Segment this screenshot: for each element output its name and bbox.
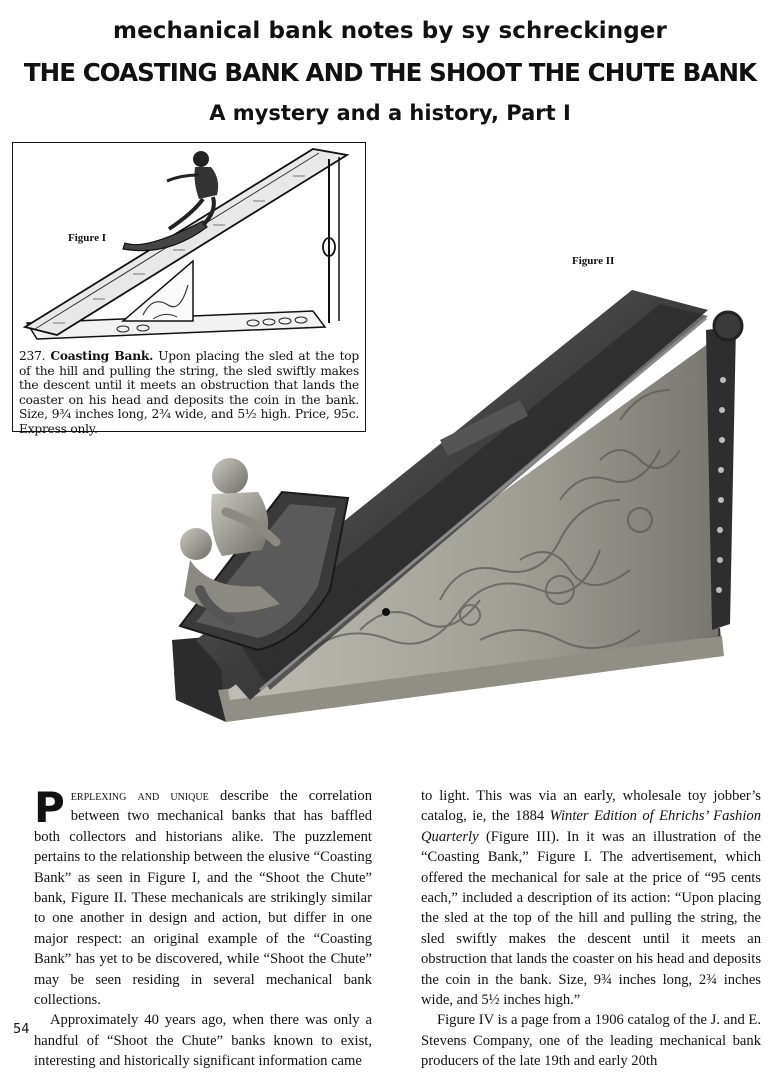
article-column-left [34,783,373,1072]
article-paragraph [34,783,373,1010]
page-number: 54 [13,1022,30,1037]
lead-in: erplexing and unique [70,788,209,804]
article-title: THE COASTING BANK AND THE SHOOT THE CHUTE BANK [23,58,757,87]
article-subtitle: A mystery and a history, Part I [209,101,571,125]
caption-name: Coasting Bank. [50,349,154,363]
drop-cap: P [34,783,65,832]
article-column-right [421,786,761,1072]
figure-1-label: Figure I [68,232,106,244]
paragraph-3b: (Figure III). In it was an illustration of the “Coasting Bank,” Figure I. The advertisement, which offered the mechanical for sale at the price of “95 cents each,” included a description of its action: “Upon placing the sled at the top of the hill and pulling the string, the sled swiftly makes the descent until it meets an obstruction that lands the coaster on his head and deposits the coin in the bank. Size, 9¾ inches long, 2¾ inches wide, and 5½ inches high.” [421,828,761,1009]
paragraph-1: describe the correlation between two mechanical banks that has baffled both collectors and historians alike. The puzzlement pertains to the relationship between the elusive “Coasting Bank” as seen in Figure I, and the “Shoot the Chute” bank, Figure II. These mechanicals are strikingly similar to one another in design and action, but differ in one major respect: an original example of the “Coasting Bank” has yet to be discovered, while “Shoot the Chute” may be seen residing in several mechanical bank collections. [34,788,373,1009]
catalog-title: Winter Edition of Ehrichs’ Fashion Quarterly [421,808,761,845]
caption-text: Upon placing the sled at the top of the hill and pulling the string, the sled swiftly makes the descent until it meets an obstruction that lands the coaster on his head and deposits the coin in the bank. Size, 9¾ inches long, 2¾ wide, and 5½ high. Price, 95c. Express only. [19,349,360,436]
paragraph-4: Figure IV is a page from a 1906 catalog of the J. and E. Stevens Company, one of the leading mechanical bank producers of the late 19th and early 20th [421,1012,761,1070]
caption-number: 237. [19,349,46,363]
column-kicker: mechanical bank notes by sy schreckinger [113,18,667,44]
figure-2-label: Figure II [572,255,615,267]
paragraph-3a: to light. This was via an early, wholesale toy jobber’s catalog, ie, the 1884 [421,788,761,825]
article-paragraph [421,786,761,1010]
paragraph-2: Approximately 40 years ago, when there was only a handful of “Shoot the Chute” banks known to exist, interesting and historically significant information came [34,1012,372,1070]
